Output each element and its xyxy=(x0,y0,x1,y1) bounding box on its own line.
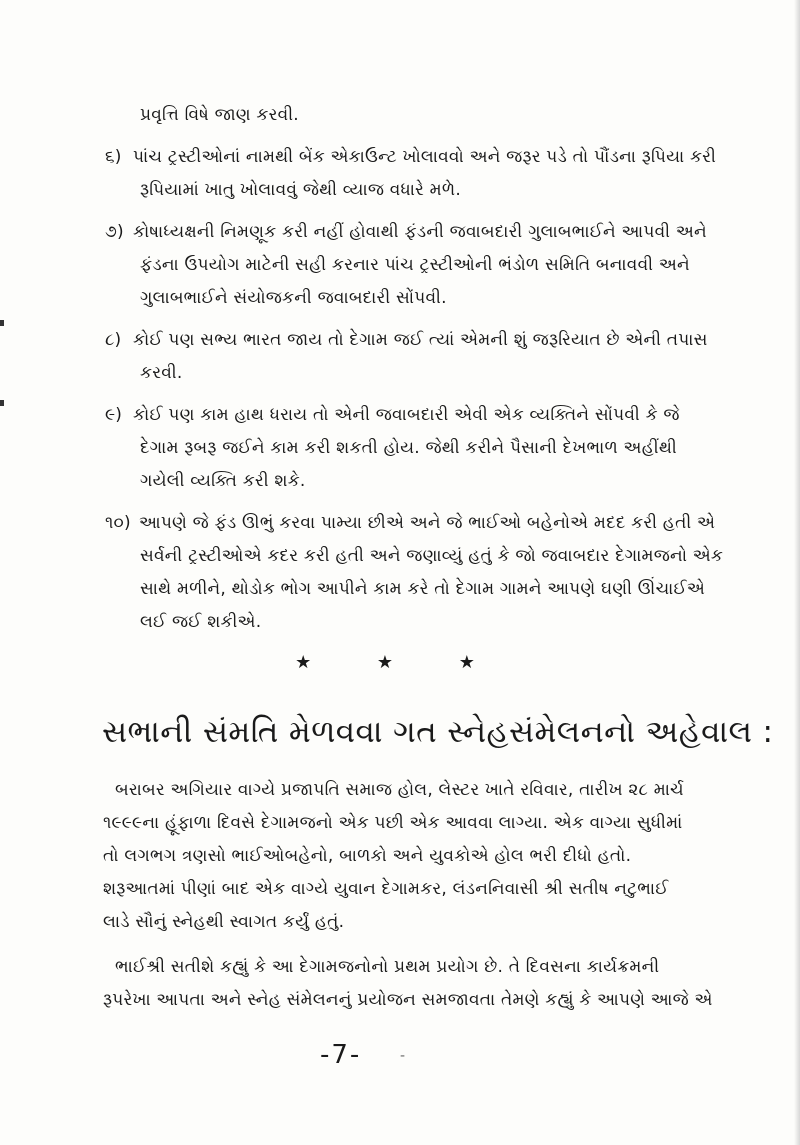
list-item-7-number: ૭) xyxy=(105,222,124,242)
list-item-9-line-1: ૯) કોઈ પણ કામ હાથ ધરાય તો એની જવાબદારી એવી એક વ્યક્તિને સોંપવી કે જે xyxy=(105,405,680,425)
paragraph-2-line-1: ભાઈશ્રી સતીશે કહ્યું કે આ દેગામજનોનો પ્રથમ પ્રયોગ છે. તે દિવસના કાર્યક્રમની xyxy=(115,957,660,977)
continuation-line: પ્રવૃત્તિ વિષે જાણ કરવી. xyxy=(140,105,299,125)
scan-edge-shadow xyxy=(794,0,800,1145)
list-item-8-line-1: ૮) કોઈ પણ સભ્ય ભારત જાય તો દેગામ જઈ ત્યાં એમની શું જરૂરિયાત છે એની તપાસ xyxy=(105,330,708,350)
list-item-10-number: ૧૦) xyxy=(105,513,131,533)
paragraph-1-line-2: ૧૯૯૯ના હૂંફાળા દિવસે દેગામજનો એક પછી એક આવવા લાગ્યા. એક વાગ્યા સુધીમાં xyxy=(103,813,683,833)
list-item-9-line-3: ગયેલી વ્યક્તિ કરી શકે. xyxy=(140,471,306,491)
scan-edge-mark xyxy=(0,320,4,326)
list-item-6-number: ૬) xyxy=(105,147,122,167)
list-item-9-number: ૯) xyxy=(105,405,123,425)
list-item-8-line-2: કરવી. xyxy=(140,363,183,383)
section-heading: સભાની સંમતિ મેળવવા ગત સ્નેહસંમેલનનો અહેવાલ : xyxy=(102,714,774,750)
page-mark: - xyxy=(400,1048,406,1064)
paragraph-1-line-5: લાડે સૌનું સ્નેહથી સ્વાગત કર્યું હતું. xyxy=(103,912,345,932)
paragraph-1-line-4: શરૂઆતમાં પીણાં બાદ એક વાગ્યે યુવાન દેગામકર, લંડનનિવાસી શ્રી સતીષ નટુભાઈ xyxy=(103,879,669,899)
list-item-8-number: ૮) xyxy=(105,330,122,350)
list-item-6-line-2: રૂપિયામાં ખાતુ ખોલાવવું જેથી વ્યાજ વધારે મળે. xyxy=(140,180,461,200)
section-separator: ★ ★ ★ xyxy=(295,652,505,673)
list-item-10-line-3: સાથે મળીને, થોડોક ભોગ આપીને કામ કરે તો દેગામ ગામને આપણે ઘણી ઊંચાઈએ xyxy=(140,579,706,599)
list-item-7-line-2: ફંડના ઉપયોગ માટેની સહી કરનાર પાંચ ટ્રસ્ટીઓની ભંડોળ સમિતિ બનાવવી અને xyxy=(140,255,690,275)
list-item-7-line-1: ૭) કોષાધ્યક્ષની નિમણૂક કરી નહીં હોવાથી ફંડની જવાબદારી ગુલાબભાઈને આપવી અને xyxy=(105,222,707,242)
paragraph-1-line-3: તો લગભગ ત્રણસો ભાઈઓબહેનો, બાળકો અને યુવકોએ હોલ ભરી દીધો હતો. xyxy=(103,846,632,866)
list-item-9-line-2: દેગામ રૂબરૂ જઈને કામ કરી શકતી હોય. જેથી કરીને પૈસાની દેખભાળ અહીંથી xyxy=(140,438,677,458)
list-item-7-line-3: ગુલાબભાઈને સંયોજકની જવાબદારી સોંપવી. xyxy=(140,288,447,308)
list-item-10-line-2: સર્વની ટ્રસ્ટીઓએ કદર કરી હતી અને જણાવ્યું હતું કે જો જવાબદાર દેગામજનો એક xyxy=(140,546,724,566)
paragraph-2-line-2: રૂપરેખા આપતા અને સ્નેહ સંમેલનનું પ્રયોજન સમજાવતા તેમણે કહ્યું કે આપણે આજે એ xyxy=(103,990,713,1010)
page-number: -7- xyxy=(320,1040,362,1070)
list-item-10-line-4: લઈ જઈ શકીએ. xyxy=(140,612,262,632)
list-item-6-line-1: ૬) પાંચ ટ્રસ્ટીઓનાં નામથી બેંક એકાઉન્ટ ખોલાવવો અને જરૂર પડે તો પૌંડના રૂપિયા કરી xyxy=(105,147,717,167)
paragraph-1-line-1: બરાબર અગિયાર વાગ્યે પ્રજાપતિ સમાજ હોલ, લેસ્ટર ખાતે રવિવાર, તારીખ ૨૮ માર્ચ xyxy=(115,780,684,800)
list-item-10-line-1: ૧૦) આપણે જે ફંડ ઊભું કરવા પામ્યા છીએ અને જે ભાઈઓ બહેનોએ મદદ કરી હતી એ xyxy=(105,513,716,533)
scan-edge-mark xyxy=(0,400,4,406)
